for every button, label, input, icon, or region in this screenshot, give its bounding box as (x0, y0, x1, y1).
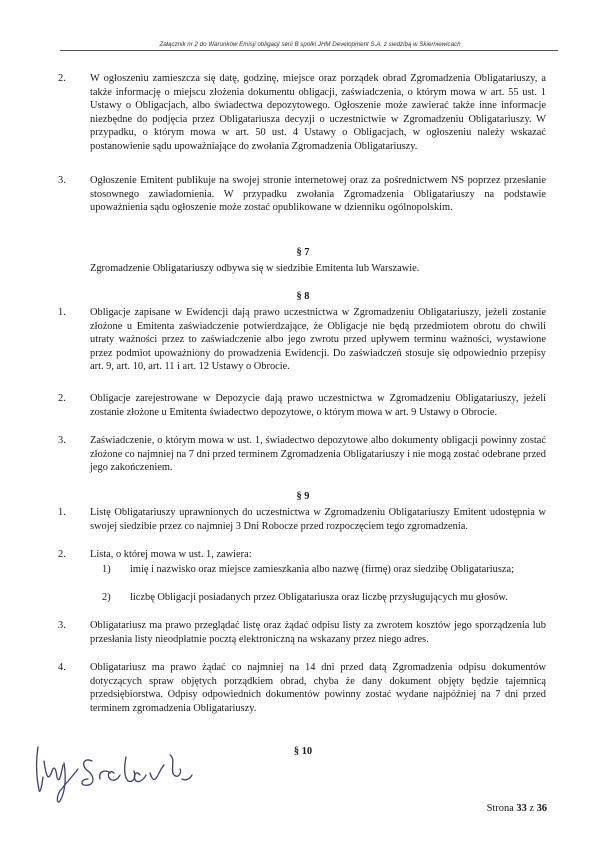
subitem-text: imię i nazwisko oraz miejsce zamieszkania albo nazwę (firmę) oraz siedzibę Obligatariusza; (130, 564, 514, 575)
item-number: 3. (58, 435, 66, 446)
item-text: Obligatariusz ma prawo żądać co najmniej na 14 dni przed datą Zgromadzenia odpisu dokumentów dotyczących spraw objętych porządkiem obrad, chyba że dany dokument objęty będzie tajemnicą przedsiębiorstwa. Odpisy odpowiednich dokumentów powinny zostać wydane najpóźniej na 7 dni przed terminem zgromadzenia Obligatariuszy. (90, 662, 546, 714)
page-header: Załącznik nr 2 do Warunków Emisji obligacji serii B spółki JHM Development S.A. z siedzibą w Skierniewicach (159, 41, 461, 48)
item-number: 1. (58, 307, 66, 318)
item-number: 3. (58, 175, 66, 186)
item-text: Obligatariusz ma prawo przeglądać listę oraz żądać odpisu listy za zwrotem kosztów jego sporządzenia lub przesłania listy nieodpłatnie pocztą elektroniczną na wskazany przez niego adres. (90, 620, 546, 645)
subitem-number: 2) (102, 592, 111, 603)
section-8-title: § 8 (296, 291, 310, 302)
item-number: 2. (58, 393, 66, 404)
item-text: W ogłoszeniu zamieszcza się datę, godzinę, miejsce oraz porządek obrad Zgromadzenia Obligatariuszy, a także informację o miejscu złożenia dokumentu obligacji, zaświadczenia, o którym mowa w art. 55 ust. 1 Ustawy o Obligacjach, albo świadectwa depozytowego. Ogłoszenie może zawierać także inne informacje niezbędne do podjęcia przez Obligatariusza decyzji o uczestnictwie w Zgromadzeniu Obligatariuszy. W przypadku, o którym mowa w art. 50 ust. 4 Ustawy o Obligacjach, w ogłoszeniu należy wskazać postanowienie sądu upoważniające do zwołania Zgromadzenia Obligatariuszy. (90, 73, 546, 152)
subitem-number: 1) (102, 564, 111, 575)
section-10-title: § 10 (293, 746, 313, 757)
page-number-current: 33 (516, 803, 527, 814)
item-number: 2. (58, 73, 66, 84)
item-text: Listę Obligatariuszy uprawnionych do uczestnictwa w Zgromadzeniu Obligatariuszy Emitent udostępnia w swojej siedzibie przez co najmniej 3 Dni Robocze przed rozpoczęciem tego zgromadzenia. (90, 507, 546, 532)
item-number: 4. (58, 662, 66, 673)
item-number: 2. (58, 549, 66, 560)
item-number: 3. (58, 620, 66, 631)
item-text: Obligacje zapisane w Ewidencji dają prawo uczestnictwa w Zgromadzeniu Obligatariuszy, jeżeli zostanie złożone u Emitenta zaświadczenie potwierdzające, że Obligacje nie będą przedmiotem obrotu do chwili utraty ważności przez to zaświadczenie albo jego zwrotu przed upływem terminu ważności, wystawione przez podmiot upoważniony do prowadzenia Ewidencji. Do zaświadczeń stosuje się odpowiednio przepisy art. 9, art. 10, art. 11 i art. 12 Ustawy o Obrocie. (90, 307, 546, 372)
page-number (487, 802, 547, 816)
header-rule (60, 50, 558, 51)
handwritten-signature (30, 735, 230, 805)
item-text: Lista, o której mowa w ust. 1, zawiera: (90, 549, 252, 560)
section-7-title: § 7 (296, 247, 310, 258)
item-text: Ogłoszenie Emitent publikuje na swojej stronie internetowej oraz za pośrednictwem NS poprzez przesłanie stosownego zawiadomienia. W przypadku zwołania Zgromadzenia Obligatariuszy na podstawie upoważnienia sądu ogłoszenie może zostać opublikowane w dzienniku ogólnopolskim. (90, 175, 546, 213)
item-text: Obligacje zarejestrowane w Depozycie dają prawo uczestnictwa w Zgromadzeniu Obligatariuszy, jeżeli zostanie złożone u Emitenta świadectwo depozytowe, o którym mowa w art. 9 Ustawy o Obrocie. (90, 393, 546, 418)
subitem-text: liczbę Obligacji posiadanych przez Obligatariusza oraz liczbę przysługujących mu głosów. (130, 592, 508, 603)
item-number: 1. (58, 507, 66, 518)
page-number-separator: z (529, 803, 534, 814)
section-9-title: § 9 (296, 491, 310, 502)
page-number-total: 36 (536, 803, 547, 814)
section-7-text: Zgromadzenie Obligatariuszy odbywa się w siedzibie Emitenta lub Warszawie. (90, 263, 420, 274)
page-number-prefix: Strona (486, 803, 514, 814)
item-text: Zaświadczenie, o którym mowa w ust. 1, świadectwo depozytowe albo dokumenty obligacji powinny zostać złożone co najmniej na 7 dni przed terminem Zgromadzenia Obligatariuszy i nie mogą zostać odebrane przed jego zakończeniem. (90, 435, 546, 473)
